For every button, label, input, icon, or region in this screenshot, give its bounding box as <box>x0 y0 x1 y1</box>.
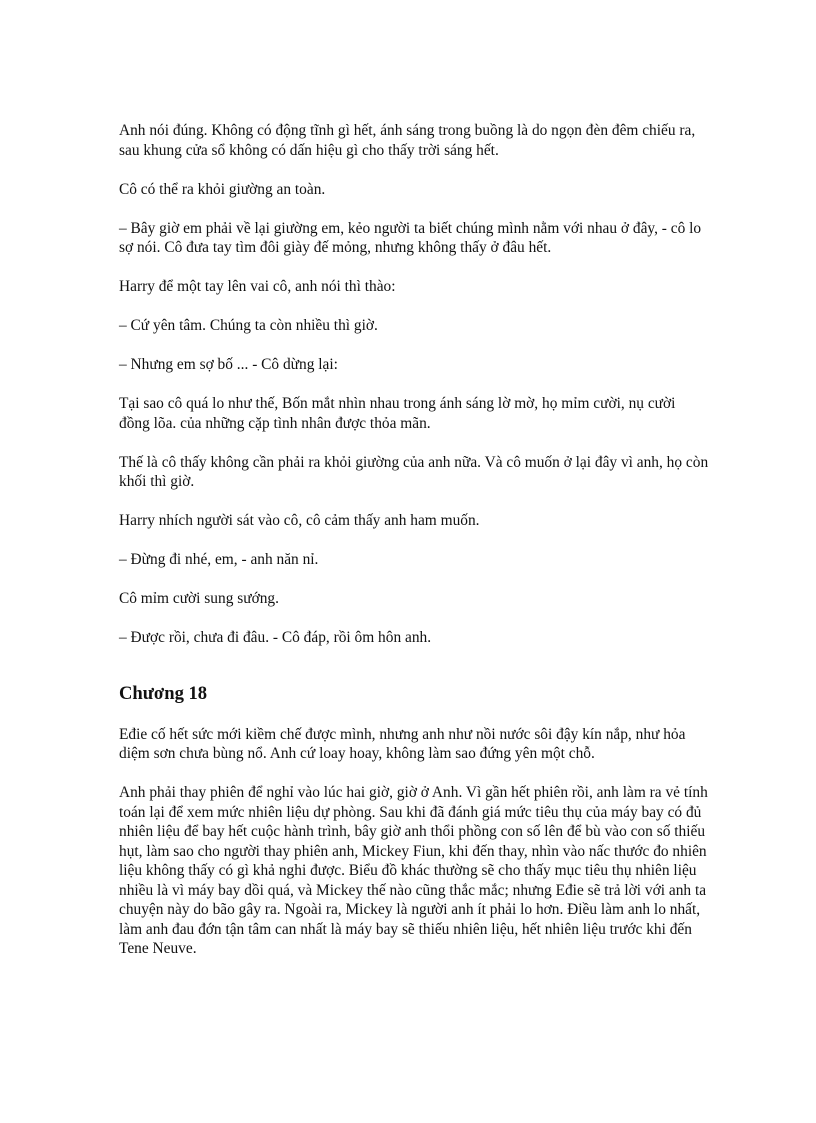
paragraph: Anh nói đúng. Không có động tĩnh gì hết, ánh sáng trong buồng là do ngọn đèn đêm chiếu ra, sau khung cửa sổ không có dấn hiệu gì cho thấy trời sáng hết. <box>119 122 696 159</box>
paragraph: Eđie cố hết sức mới kiềm chế được mình, nhưng anh như nồi nước sôi đậy kín nắp, như hỏa diệm sơn chưa bùng nổ. Anh cứ loay hoay, không làm sao đứng yên một chỗ. <box>119 725 686 762</box>
paragraph: Anh phải thay phiên để nghỉ vào lúc hai giờ, giờ ở Anh. Vì gần hết phiên rồi, anh làm ra vẻ tính toán lại để xem mức nhiên liệu dự phòng. Sau khi đã đánh giá mức tiêu thụ của máy bay có đủ nhiên liệu để bay hết cuộc hành trình, bây giờ anh thổi phồng con số lên để bù vào con số thiếu hụt, làm sao cho người thay phiên anh, Mickey Fiun, khi đến thay, nhìn vào nấc thước đo nhiên liệu không thấy có gì khả nghi được. Biểu đồ khác thường sẽ cho thấy mục tiêu thụ nhiên liệu nhiều là vì máy bay dồi quá, và Mickey thế nào cũng thắc mắc; nhưng Eđie sẽ trả lời với anh ta chuyện này do bão gây ra. Ngoài ra, Mickey là người anh ít phải lo hơn. Điều làm anh lo nhất, làm anh đau đớn tận tâm can nhất là máy bay sẽ thiếu nhiên liệu, hết nhiên liệu trước khi đến Tene Neuve. <box>119 784 708 957</box>
paragraph: Thế là cô thấy không cần phải ra khỏi giường của anh nữa. Và cô muốn ở lại đây vì anh, họ còn khối thì giờ. <box>119 453 709 490</box>
chapter-heading: Chương 18 <box>119 682 208 704</box>
document-body <box>119 121 709 978</box>
paragraph: Harry nhích người sát vào cô, cô cảm thấy anh ham muốn. <box>119 512 480 529</box>
paragraph: – Cứ yên tâm. Chúng ta còn nhiều thì giờ. <box>119 317 378 334</box>
paragraph: Tại sao cô quá lo như thế, Bốn mắt nhìn nhau trong ánh sáng lờ mờ, họ mỉm cười, nụ cười đồng lõa. của những cặp tình nhân được thỏa mãn. <box>119 395 676 432</box>
paragraph: Cô mỉm cười sung sướng. <box>119 590 279 607</box>
paragraph: Harry để một tay lên vai cô, anh nói thì thào: <box>119 278 396 295</box>
paragraph: – Đừng đi nhé, em, - anh năn nỉ. <box>119 551 319 568</box>
paragraph: Cô có thể ra khỏi giường an toàn. <box>119 180 326 198</box>
paragraph: – Nhưng em sợ bố ... - Cô dừng lại: <box>119 356 338 373</box>
paragraph: – Được rồi, chưa đi đâu. - Cô đáp, rồi ôm hôn anh. <box>119 629 432 646</box>
paragraph: – Bây giờ em phải về lại giường em, kẻo người ta biết chúng mình nằm với nhau ở đây, - cô lo sợ nói. Cô đưa tay tìm đôi giày đế mỏng, nhưng không thấy ở đâu hết. <box>119 219 702 256</box>
